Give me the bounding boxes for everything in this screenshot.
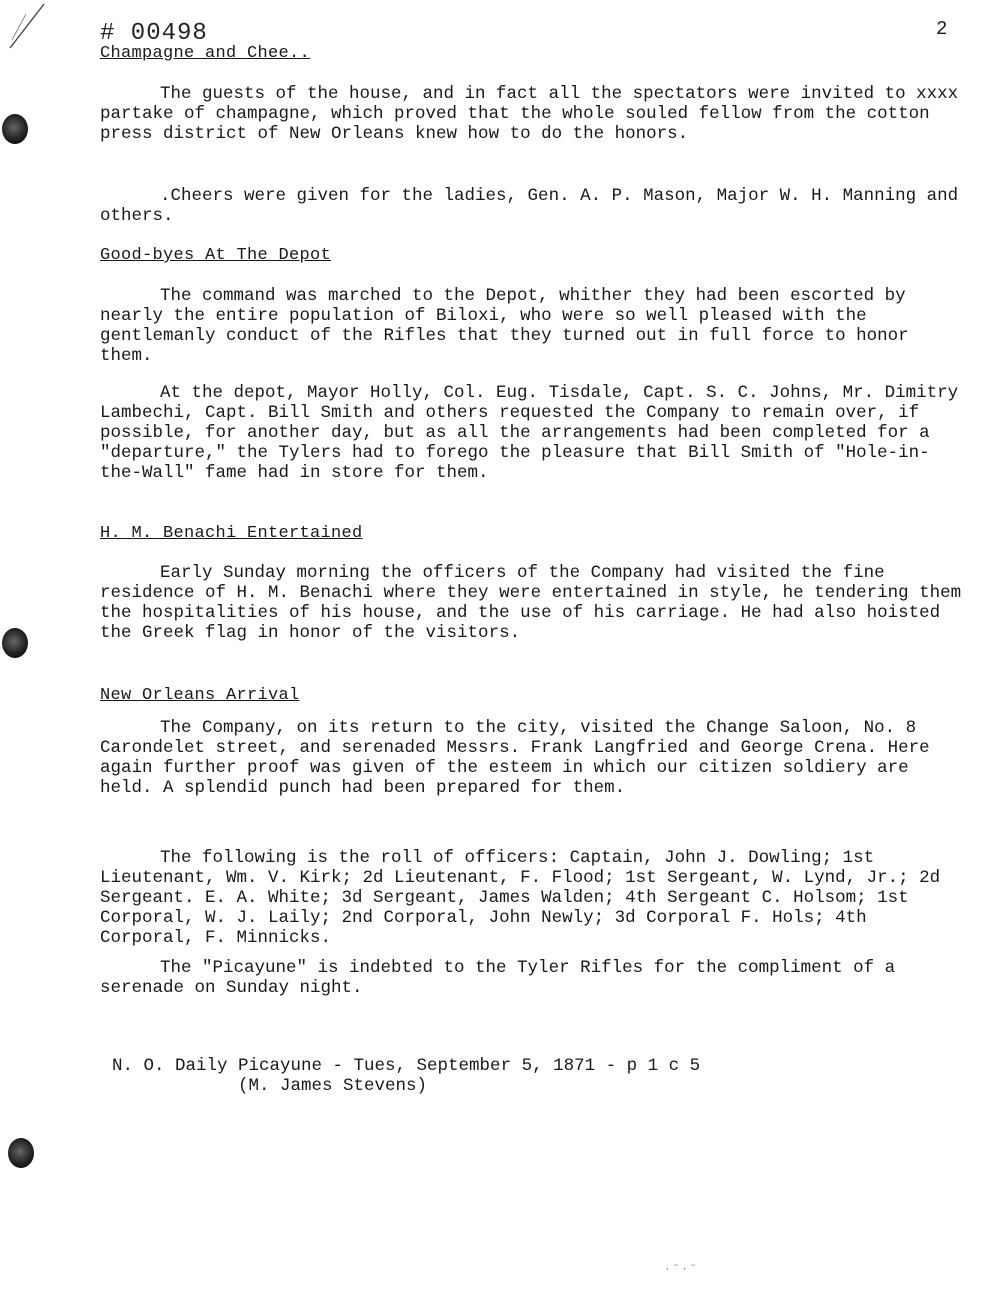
ink-smudge-icon: ·˜·˜ [664,1264,699,1276]
section-heading-arrival: New Orleans Arrival [100,686,300,705]
paragraph-return-to-city: The Company, on its return to the city, visited the Change Saloon, No. 8 Carondelet street, and serenaded Messrs. Frank Langfried and George Crena. Here again further proof was given of the esteem in which our citizen soldiery are held. A splendid punch had been prepared for them. [100,718,930,798]
paragraph-sunday-morning: Early Sunday morning the officers of the Company had visited the fine residence of H. M. Benachi where they were entertained in style, he tendering them the hospitalities of his house, and the use of his carriage. He had also hoisted the Greek flag in honor of the visitors. [100,563,962,643]
paragraph-roll-of-officers: The following is the roll of officers: Captain, John J. Dowling; 1st Lieutenant, Wm. V. Kirk; 2d Lieutenant, F. Flood; 1st Sergeant, W. Lynd, Jr.; 2d Sergeant. E. A. White; 3d Sergeant, James Walden; 4th Sergeant C. Holsom; 1st Corporal, W. J. Laily; 2nd Corporal, John Newly; 3d Corporal F. Hols; 4th Corporal, F. Minnicks. [100,848,941,948]
paragraph-at-the-depot: At the depot, Mayor Holly, Col. Eug. Tisdale, Capt. S. C. Johns, Mr. Dimitry Lambechi, Capt. Bill Smith and others requested the Company to remain over, if possible, for another day, but as all the arrangements had been completed for a "departure," the Tylers had to forego the pleasure that Bill Smith of "Hole-in-the-Wall" fame had in store for them. [100,383,959,483]
pen-mark-icon [0,0,60,70]
paragraph-picayune-thanks: The "Picayune" is indebted to the Tyler Rifles for the compliment of a serenade on Sunday night. [100,958,896,998]
punch-hole-bottom-icon [8,1138,34,1168]
paragraph-command-marched: The command was marched to the Depot, whither they had been escorted by nearly the entire population of Biloxi, who were so well pleased with the gentlemanly conduct of the Rifles that they turned out in full force to honor them. [100,286,909,366]
section-heading-champagne: Champagne and Chee.. [100,44,311,63]
section-heading-depot: Good-byes At The Depot [100,246,332,265]
page-number: 2 [936,18,948,40]
paragraph-champagne: The guests of the house, and in fact all the spectators were invited to xxxx partake of champagne, which proved that the whole souled fellow from the cotton press district of New Orleans knew how to do the honors. [100,84,959,144]
file-number: # 00498 [100,20,208,47]
punch-hole-middle-icon [2,628,28,658]
paragraph-cheers: .Cheers were given for the ladies, Gen. A. P. Mason, Major W. H. Manning and others. [100,186,959,226]
citation-line: N. O. Daily Picayune - Tues, September 5, 1871 - p 1 c 5 [112,1056,701,1076]
punch-hole-top-icon [2,114,28,144]
source-citation [112,1056,872,1096]
section-heading-benachi: H. M. Benachi Entertained [100,524,363,543]
compiler-line: (M. James Stevens) [238,1076,428,1096]
